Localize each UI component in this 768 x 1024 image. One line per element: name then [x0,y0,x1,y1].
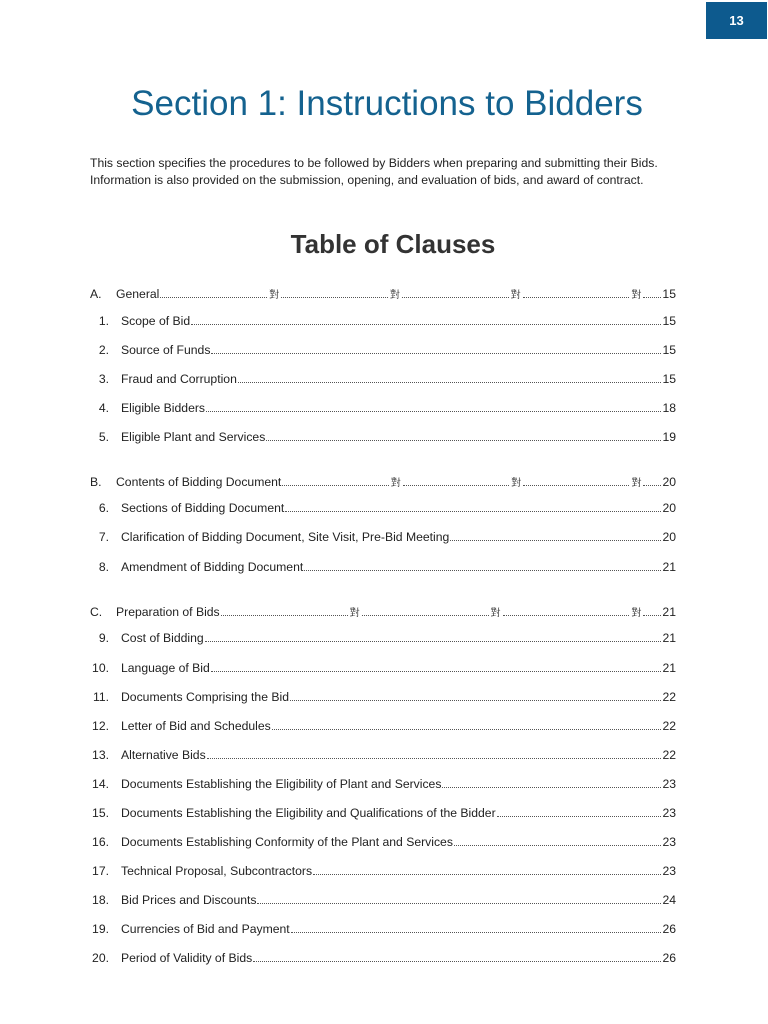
toc-entry-label: Fraud and Corruption [121,372,237,386]
toc-title: Table of Clauses [290,229,496,259]
toc-page-number: 21 [662,631,676,645]
toc-entry-number: 7. [98,530,109,544]
toc-section-row [90,286,676,304]
dot-leader [503,615,630,616]
toc-entry-number: 3. [98,372,109,386]
toc-page-number: 23 [662,835,676,849]
dot-leader [160,297,267,298]
dot-leader [450,540,661,541]
dot-leader [497,816,662,817]
toc-entry-number: 8. [98,560,109,574]
toc-entry-label: Documents Establishing the Eligibility and Qualifications of the Bidder [121,806,496,820]
toc-entry-label: Documents Establishing Conformity of the Plant and Services [121,835,453,849]
page-number-badge: 13 [706,2,767,39]
toc-entry-number: 10. [92,661,109,675]
toc-clause-row [90,690,676,708]
dot-leader [211,671,662,672]
toc-clause-row [90,806,676,824]
dot-leader [290,700,661,701]
leader-glyph: 對 [390,478,401,489]
toc-clause-row [90,661,676,679]
dot-leader [257,903,661,904]
toc-entry-label: Language of Bid [121,661,210,675]
dot-leader [221,615,348,616]
leader-glyph: 對 [510,290,521,301]
dot-leader [362,615,489,616]
toc-entry-label: General [116,287,160,301]
toc-clause-row [90,835,676,853]
dot-leader [402,297,509,298]
dot-leader [643,297,661,298]
intro-line-2: Information is also provided on the submission, opening, and evaluation of bids, and award of contract. [90,173,644,187]
toc-entry-number: 18. [92,893,109,907]
leader-glyph: 對 [349,608,360,619]
toc-entry-number: 20. [92,951,109,965]
leader-glyph: 對 [269,290,280,301]
toc-entry-label: Sections of Bidding Document [121,501,285,515]
toc-entry-number: B. [90,475,102,489]
toc-clause-row [90,922,676,940]
toc-page-number: 22 [662,719,676,733]
dot-leader [291,932,662,933]
toc-entry-number: 19. [92,922,109,936]
dot-leader [313,874,661,875]
toc-page-number: 20 [662,501,676,515]
toc-entry-number: 1. [98,314,109,328]
toc-clause-row [90,893,676,911]
toc-page-number: 21 [662,661,676,675]
toc-entry-number: 5. [98,430,109,444]
dot-leader [454,845,662,846]
toc-page-number: 20 [662,475,676,489]
toc-entry-number: 17. [92,864,109,878]
toc-entry-number: 2. [98,343,109,357]
dot-leader [285,511,661,512]
toc-entry-number: 12. [92,719,109,733]
dot-leader [238,382,662,383]
dot-leader [205,641,662,642]
toc-entry-label: Documents Comprising the Bid [121,690,289,704]
toc-entry-number: 15. [92,806,109,820]
toc-clause-row [90,560,676,578]
toc-page-number: 18 [662,401,676,415]
toc-section-row [90,474,676,492]
toc-clause-row [90,864,676,882]
dot-leader [523,297,630,298]
section-title: Section 1: Instructions to Bidders [131,84,643,123]
toc-clause-row [90,430,676,448]
toc-entry-number: 14. [92,777,109,791]
toc-entry-label: Contents of Bidding Document [116,475,282,489]
toc-page-number: 22 [662,748,676,762]
toc-entry-label: Documents Establishing the Eligibility of Plant and Services [121,777,442,791]
leader-glyph: 對 [631,608,642,619]
toc-entry-number: A. [90,287,102,301]
toc-page-number: 15 [662,343,676,357]
intro-line-1: This section specifies the procedures to be followed by Bidders when preparing and submitting their Bids. [90,156,658,170]
toc-page-number: 15 [662,372,676,386]
toc-entry-number: 9. [98,631,109,645]
dot-leader [191,324,661,325]
toc-clause-row [90,719,676,737]
dot-leader [206,411,661,412]
leader-glyph: 對 [490,608,501,619]
toc-section-row [90,604,676,622]
toc-page-number: 21 [662,605,676,619]
toc-entry-label: Scope of Bid [121,314,191,328]
leader-glyph: 對 [511,478,522,489]
dot-leader [211,353,661,354]
toc-entry-label: Clarification of Bidding Document, Site Visit, Pre-Bid Meeting [121,530,450,544]
toc-clause-row [90,372,676,390]
leader-glyph: 對 [631,290,642,301]
leader-glyph: 對 [631,478,642,489]
toc-clause-row [90,314,676,332]
dot-leader [442,787,661,788]
toc-page-number: 26 [662,951,676,965]
toc-clause-row [90,501,676,519]
toc-entry-label: Eligible Bidders [121,401,206,415]
toc-clause-row [90,748,676,766]
dot-leader [207,758,662,759]
toc-entry-label: Letter of Bid and Schedules [121,719,271,733]
toc-page-number: 23 [662,864,676,878]
toc-entry-label: Source of Funds [121,343,211,357]
toc-entry-label: Bid Prices and Discounts [121,893,257,907]
toc-entry-number: 16. [92,835,109,849]
toc-entry-label: Alternative Bids [121,748,206,762]
toc-clause-row [90,401,676,419]
toc-page-number: 23 [662,806,676,820]
dot-leader [281,297,388,298]
toc-page-number: 26 [662,922,676,936]
dot-leader [253,961,661,962]
toc-page-number: 19 [662,430,676,444]
dot-leader [643,615,661,616]
toc-entry-number: 13. [92,748,109,762]
dot-leader [266,440,661,441]
toc-page-number: 15 [662,314,676,328]
toc-clause-row [90,530,676,548]
toc-page-number: 22 [662,690,676,704]
toc-page-number: 24 [662,893,676,907]
dot-leader [304,570,661,571]
toc-entry-label: Eligible Plant and Services [121,430,266,444]
dot-leader [643,485,661,486]
dot-leader [523,485,629,486]
toc-entry-label: Cost of Bidding [121,631,204,645]
toc-entry-number: C. [90,605,103,619]
toc-entry-number: 4. [98,401,109,415]
toc-entry-number: 6. [98,501,109,515]
toc-clause-row [90,343,676,361]
dot-leader [272,729,662,730]
toc-page-number: 21 [662,560,676,574]
toc-entry-label: Period of Validity of Bids [121,951,253,965]
toc-entry-label: Currencies of Bid and Payment [121,922,290,936]
dot-leader [403,485,509,486]
toc-entry-label: Preparation of Bids [116,605,220,619]
toc-page-number: 20 [662,530,676,544]
toc-page-number: 23 [662,777,676,791]
toc-clause-row [90,951,676,969]
toc-entry-label: Technical Proposal, Subcontractors [121,864,313,878]
toc-page-number: 15 [662,287,676,301]
dot-leader [282,485,388,486]
toc-clause-row [90,631,676,649]
toc-entry-number: 11. [92,690,109,704]
toc-entry-label: Amendment of Bidding Document [121,560,304,574]
toc-clause-row [90,777,676,795]
leader-glyph: 對 [389,290,400,301]
